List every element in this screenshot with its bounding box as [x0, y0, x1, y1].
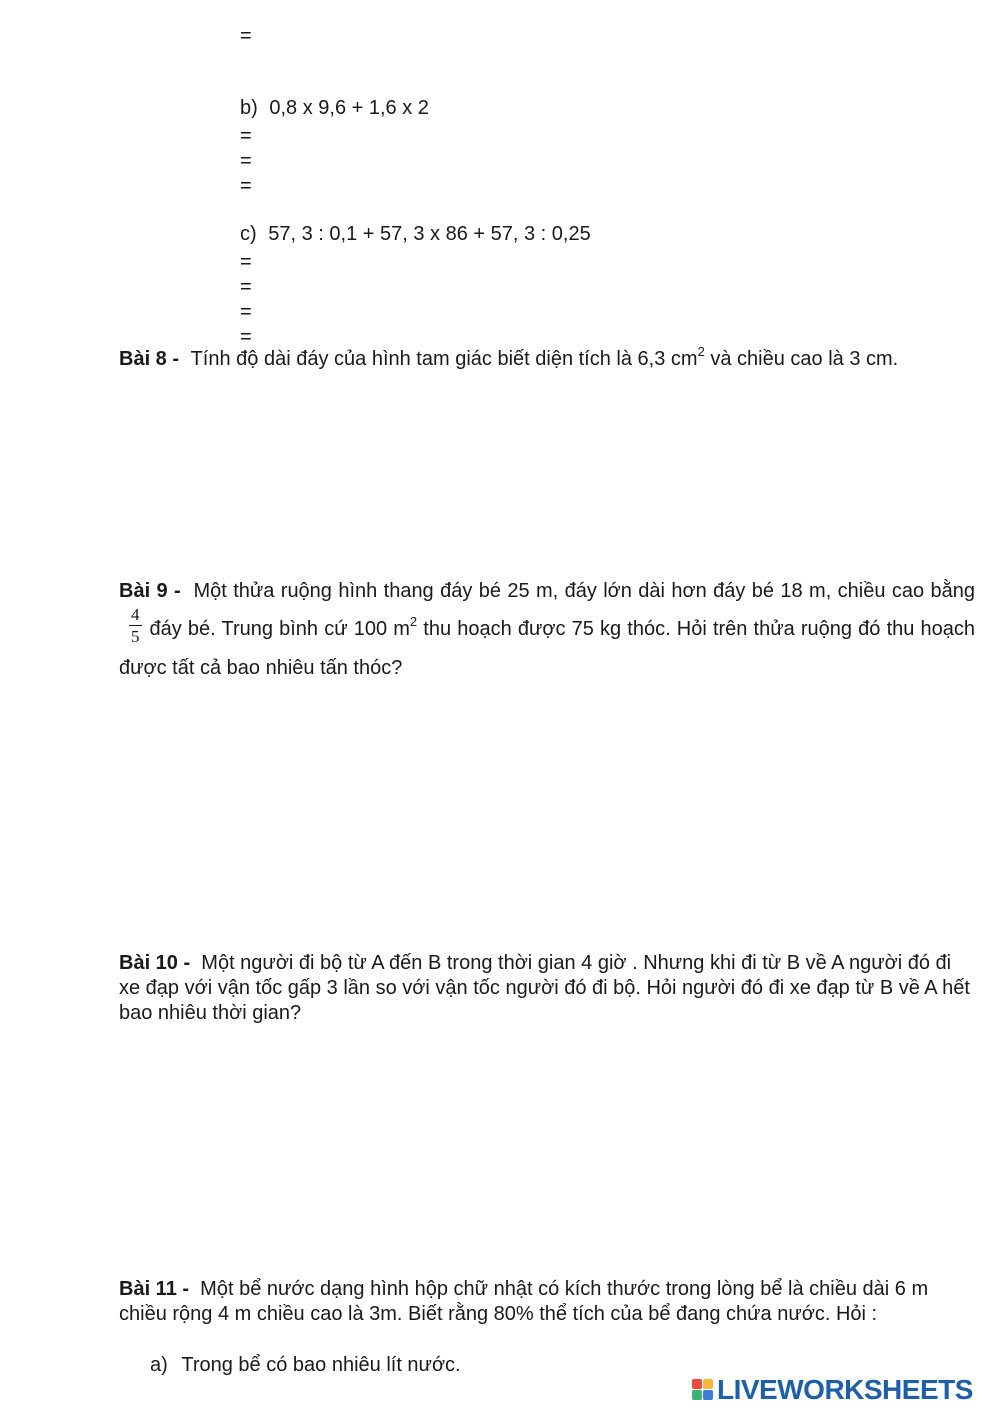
answer-line-equals: =: [240, 125, 252, 147]
fraction-numerator: 4: [131, 605, 140, 625]
exercise-9-text-3: thu hoạch được 75 kg thóc. Hỏi trên thửa ruộng đó thu hoạch được tất cả bao nhiêu tấn thóc?: [119, 618, 976, 680]
exercise-8-heading: Bài 8 -: [119, 348, 180, 370]
fraction-denominator: 5: [131, 627, 140, 647]
item-a-label: a): [150, 1354, 168, 1376]
liveworksheets-watermark: [692, 1376, 973, 1404]
liveworksheets-logo-icon: [692, 1379, 714, 1401]
exercise-11: [119, 1277, 971, 1327]
answer-line-equals: =: [240, 251, 252, 273]
answer-line-equals: =: [240, 276, 252, 298]
exercise-8: [119, 344, 899, 371]
exercise-10-heading: Bài 10 -: [119, 952, 191, 974]
exercise-9-text: Một thửa ruộng hình thang đáy bé 25 m, đáy lớn dài hơn đáy bé 18 m, chiều cao bằng: [193, 580, 975, 602]
part-b-label: b): [240, 97, 258, 119]
exercise-10: [119, 951, 975, 1026]
exercise-8-text: Tính độ dài đáy của hình tam giác biết diện tích là 6,3 cm: [190, 348, 698, 370]
exercise-9-heading: Bài 9 -: [119, 580, 181, 602]
answer-line-equals: =: [240, 150, 252, 172]
exercise-9: [119, 572, 975, 687]
exercise-9-text-2: đáy bé. Trung bình cứ 100 m: [149, 618, 410, 640]
part-c-label: c): [240, 223, 257, 245]
watermark-text: LIVEWORKSHEETS: [717, 1374, 973, 1405]
superscript: 2: [409, 614, 418, 630]
exercise-8-text-end: và chiều cao là 3 cm.: [704, 348, 899, 370]
answer-line-equals: =: [240, 301, 252, 323]
item-a-text: Trong bể có bao nhiêu lít nước.: [181, 1354, 461, 1376]
fraction: [129, 606, 142, 645]
exercise-11-text: Một bể nước dạng hình hộp chữ nhật có kích thước trong lòng bể là chiều dài 6 m chiều rộng 4 m chiều cao là 3m. Biết rằng 80% thể tích của bể đang chứa nước. Hỏi :: [119, 1278, 929, 1325]
part-c-expression: 57, 3 : 0,1 + 57, 3 x 86 + 57, 3 : 0,25: [268, 223, 591, 245]
answer-line-equals: =: [240, 175, 252, 197]
answer-line-equals: =: [240, 25, 252, 47]
superscript: 2: [697, 344, 705, 360]
exercise-11-item-a: [150, 1353, 461, 1377]
answer-line-equals: =: [240, 326, 252, 348]
exercise-10-text: Một người đi bộ từ A đến B trong thời gian 4 giờ . Nhưng khi đi từ B về A người đó đi xe đạp với vận tốc gấp 3 lần so với vận tốc người đó đi bộ. Hỏi người đó đi xe đạp từ B về A hết bao nhiêu thời gian?: [119, 952, 970, 1024]
exercise-part-b: [240, 96, 429, 120]
part-b-expression: 0,8 x 9,6 + 1,6 x 2: [269, 97, 429, 119]
exercise-11-heading: Bài 11 -: [119, 1278, 190, 1300]
exercise-part-c: [240, 222, 591, 246]
